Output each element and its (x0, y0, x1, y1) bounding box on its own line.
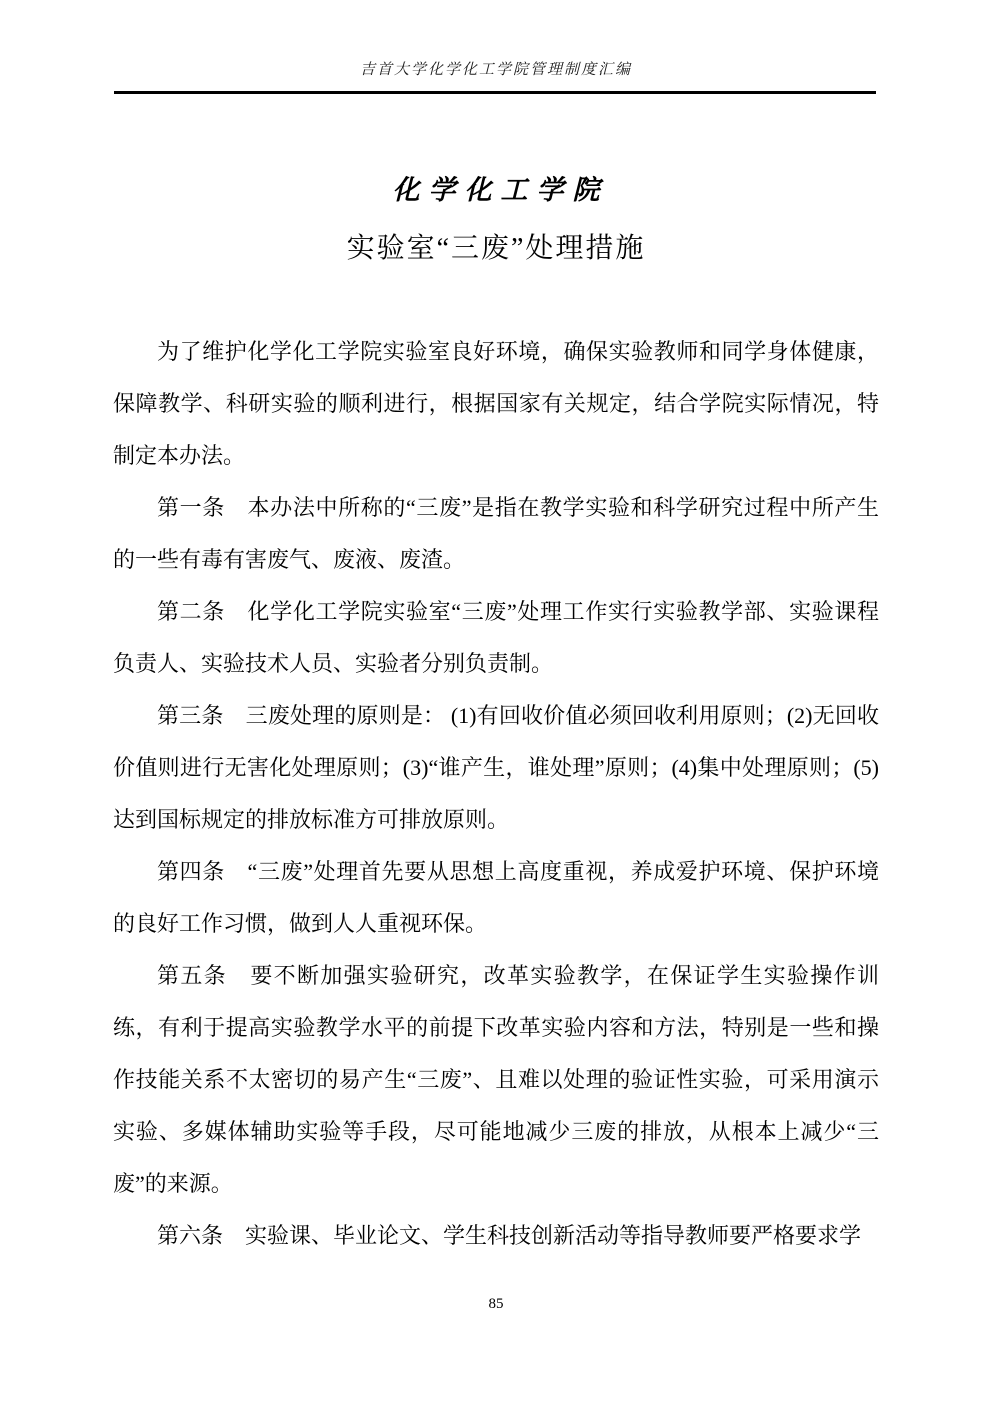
page-number: 85 (488, 1296, 504, 1312)
body-paragraph: 第五条 要不断加强实验研究，改革实验教学，在保证学生实验操作训练，有利于提高实验教学水平的前提下改革实验内容和方法，特别是一些和操作技能关系不太密切的易产生“三废”、且难以处理的验证性实验，可采用演示实验、多媒体辅助实验等手段，尽可能地减少三废的排放，从根本上减少“三废”的来源。 (113, 963, 879, 1196)
body-paragraph: 为了维护化学化工学院实验室良好环境，确保实验教师和同学身体健康，保障教学、科研实验的顺利进行，根据国家有关规定，结合学院实际情况，特制定本办法。 (113, 339, 879, 468)
body-paragraph: 第四条 “三废”处理首先要从思想上高度重视，养成爱护环境、保护环境的良好工作习惯，做到人人重视环保。 (113, 859, 879, 936)
body-paragraph: 第三条 三废处理的原则是： (1)有回收价值必须回收利用原则；(2)无回收价值则进行无害化处理原则；(3)“谁产生，谁处理”原则；(4)集中处理原则；(5)达到国标规定的排放标准方可排放原则。 (113, 703, 879, 832)
document-title: 化学化工学院 (392, 175, 609, 205)
body-paragraph: 第六条 实验课、毕业论文、学生科技创新活动等指导教师要严格要求学 (157, 1223, 862, 1248)
body-paragraph: 第一条 本办法中所称的“三废”是指在教学实验和科学研究过程中所产生的一些有毒有害废气、废液、废渣。 (113, 495, 879, 572)
running-header: 吉首大学化学化工学院管理制度汇编 (359, 62, 632, 78)
header-rule-divider (114, 91, 876, 94)
body-paragraph: 第二条 化学化工学院实验室“三废”处理工作实行实验教学部、实验课程负责人、实验技术人员、实验者分别负责制。 (113, 599, 879, 676)
document-body (113, 326, 879, 1262)
document-subtitle: 实验室“三废”处理措施 (346, 233, 646, 264)
